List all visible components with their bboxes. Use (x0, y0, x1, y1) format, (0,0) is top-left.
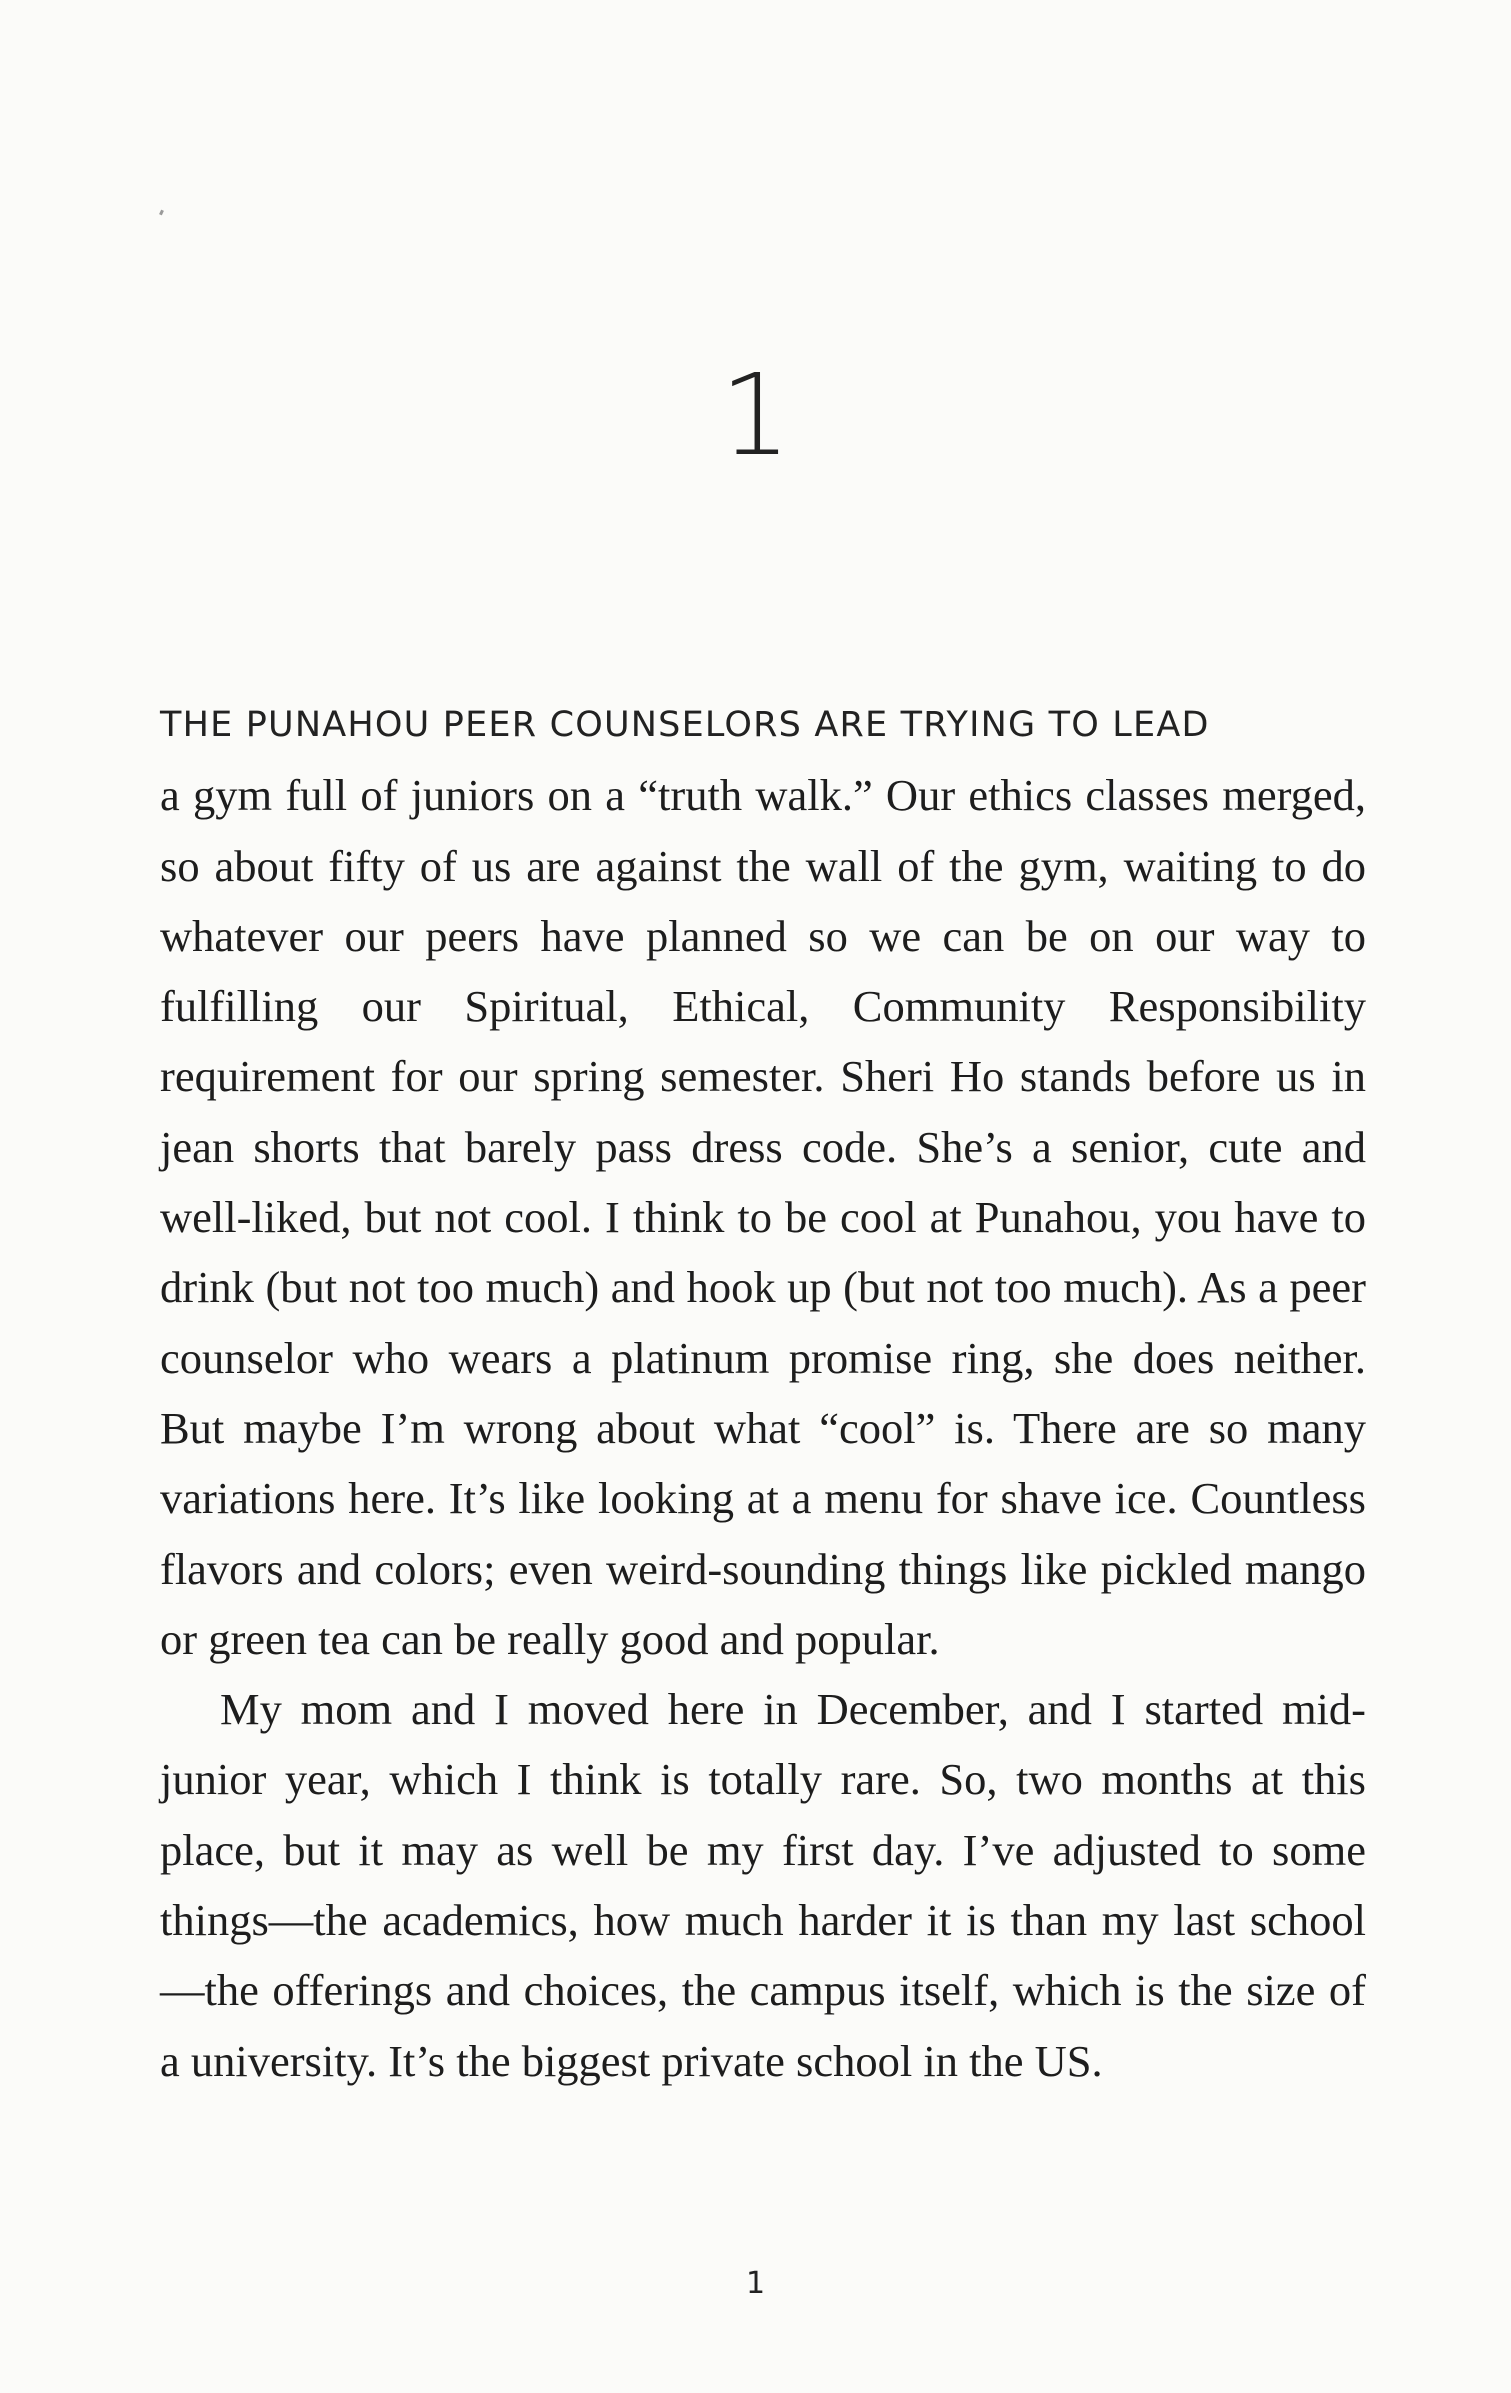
scan-speck (159, 210, 164, 216)
page-number: 1 (745, 2266, 766, 2301)
paragraph-1 (160, 686, 1366, 1674)
opening-small-caps: THE PUNAHOU PEER COUNSELORS ARE TRYING TO LEAD (160, 705, 1210, 745)
paragraph-1-text: a gym full of juniors on a “truth walk.” Our ethics classes merged, so about fifty of us are against the wall of the gym, waiting to do whatever our peers have planned so we can be on our way to fulfilling our Spiritual, Ethical, Community Responsibility requirement for our spring semester. Sheri Ho stands before us in jean shorts that barely pass dress code. She’s a senior, cute and well-liked, but not cool. I think to be cool at Punahou, you have to drink (but not too much) and hook up (but not too much). As a peer counselor who wears a platinum promise ring, she does neither. But maybe I’m wrong about what “cool” is. There are so many variations here. It’s like looking at a menu for shave ice. Countless flavors and colors; even weird-sounding things like pickled mango or green tea can be really good and popular. (160, 770, 1366, 1664)
chapter-body (160, 686, 1366, 2096)
chapter-number: 1 (719, 351, 792, 481)
paragraph-2: My mom and I moved here in December, and I started mid-junior year, which I think is totally rare. So, two months at this place, but it may as well be my first day. I’ve adjusted to some things—the academics, how much harder it is than my last school—the offerings and choices, the campus itself, which is the size of a university. It’s the biggest private school in the US. (160, 1684, 1366, 2086)
